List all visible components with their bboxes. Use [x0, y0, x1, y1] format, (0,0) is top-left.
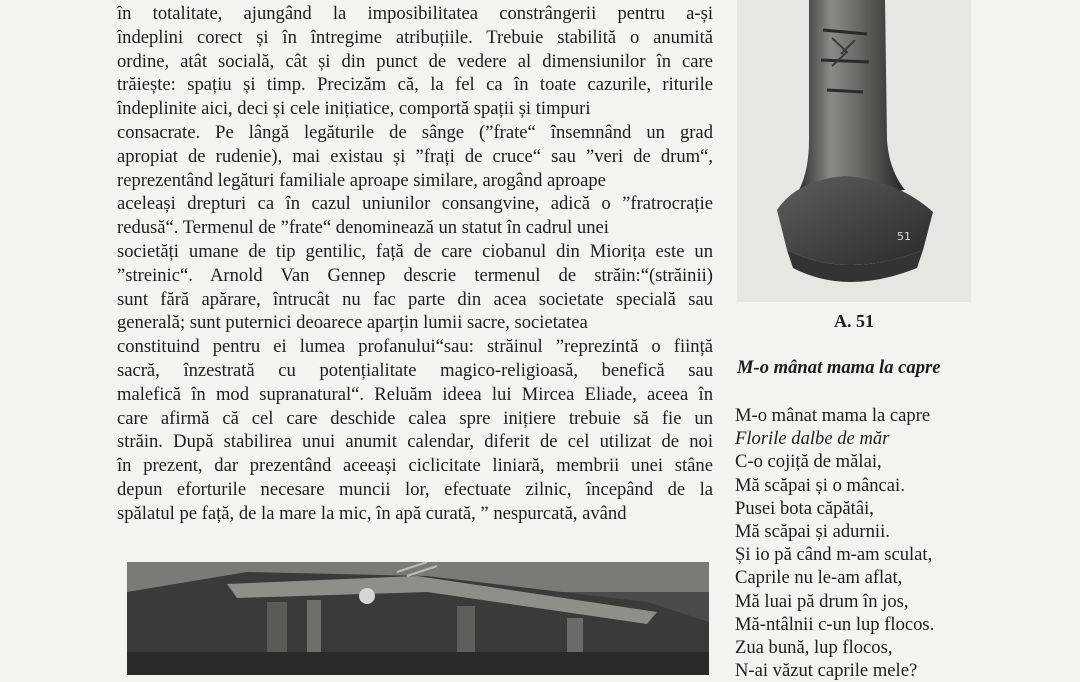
shepherd-hut-photo — [127, 562, 709, 675]
text-line: în totalitate, ajungând la imposibilitatea constrângerii pentru a-și — [117, 3, 713, 24]
text-line: ordine, atât socială, cât și din punct de vedere al dimensiunilor în care — [117, 50, 713, 72]
text-line: sacră, înzestrată cu potențialitate magico-religioasă, benefică sau — [117, 359, 713, 381]
text-line: îndeplinite aici, deci și cele inițiatice, comportă spații și timpuri — [117, 98, 591, 120]
text-line: generală; sunt puternici deoarece aparțin lumii sacre, societatea — [117, 312, 588, 334]
poem-line: Mă-ntâlnii c-un lup flocos. — [735, 613, 935, 635]
text-line: aceleași drepturi ca în cazul uniunilor consangvine, adică o ”fratrocrație — [117, 193, 713, 215]
main-text-column — [117, 2, 713, 526]
body-paragraph — [117, 2, 713, 526]
carved-staff-photo — [737, 0, 971, 302]
text-line: constituind pentru ei lumea profanului“sau: străinul ”reprezintă o ființă — [117, 336, 713, 358]
poem-line: M-o mânat mama la capre — [735, 405, 931, 426]
poem-line: Pusei bota căpătâi, — [735, 497, 874, 519]
text-line: care afirmă că cel care deschide calea spre inițiere trebuie să fie un — [117, 407, 713, 429]
text-line: sunt fără apărare, întrucât nu fac parte din acea societate specială sau — [117, 288, 713, 310]
text-line: spălatul pe față, de la mare la mic, în apă curată, ” nespurcată, având — [117, 502, 627, 524]
poem-line: Mă luai pă drum în jos, — [735, 590, 909, 612]
poem-text — [735, 404, 1065, 682]
poem-refrain-line: Florile dalbe de măr — [735, 428, 890, 450]
text-line: redusă“. Termenul de ”frate“ denominează un statut în cadrul unei — [117, 217, 609, 239]
poem-line: Zua bună, lup flocos, — [735, 637, 893, 659]
poem-line: Caprile nu le-am aflat, — [735, 567, 903, 589]
text-line: consacrate. Pe lângă legăturile de sânge (”frate“ însemnând un grad — [117, 121, 713, 143]
poem-line: Mă scăpai și adurnii. — [735, 521, 890, 543]
poem-line: Și io pă când m-am sculat, — [735, 544, 933, 566]
text-line: îndeplini corect și în întregime atribuțiile. Trebuie stabilită o anumită — [117, 26, 713, 48]
text-line: reprezentând legături familiale aproape similare, arogând aproape — [117, 169, 606, 191]
text-line: apropiat de rudenie), mai existau și ”frați de cruce“ sau ”veri de drum“, — [117, 145, 713, 167]
text-line: ”streinic“. Arnold Van Gennep descrie termenul de străin:“(străinii) — [117, 264, 713, 286]
figure-caption: A. 51 — [834, 311, 874, 331]
shepherd-hut-image — [127, 562, 709, 675]
text-line: trăiește: spațiu și timp. Precizăm că, la fel ca în toate cazurile, riturile — [117, 74, 713, 96]
poem-line: Mă scăpai și o mâncai. — [735, 474, 905, 496]
carved-staff-image — [737, 0, 971, 302]
poem-line: N-ai văzut caprile mele? — [735, 660, 918, 682]
text-line: străin. După stabilirea unui anumit calendar, diferit de cel utilizat de noi — [117, 431, 713, 453]
poem-title: M-o mânat mama la capre — [737, 357, 941, 378]
text-line: depun eforturile necesare muncii lor, efectuate zilnic, începând de la — [117, 478, 713, 500]
svg-text:51: 51 — [897, 230, 911, 243]
text-line: societăți umane de tip gentilic, față de care ciobanul din Miorița este un — [117, 240, 713, 262]
poem-line: C-o cojiță de mălai, — [735, 451, 882, 473]
text-line: în prezent, dar prezentând aceeași ciclicitate liniară, membrii unei stâne — [117, 455, 713, 477]
text-line: malefică în mod supranatural“. Reluăm ideea lui Mircea Eliade, aceea în — [117, 383, 713, 405]
